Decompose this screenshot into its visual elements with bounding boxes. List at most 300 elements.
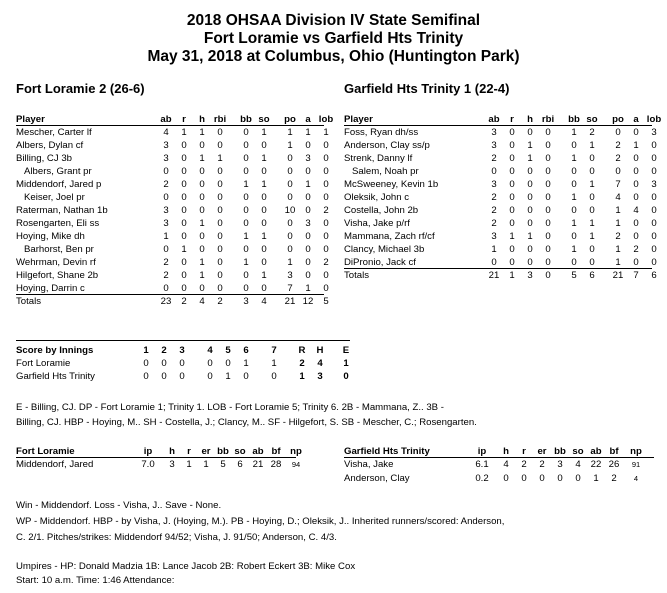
player-stat: 1 <box>199 218 205 229</box>
player-stat: 0 <box>217 205 223 216</box>
pitcher-stat: 4 <box>575 459 581 470</box>
player-stat: 0 <box>633 231 639 242</box>
player-stat: 0 <box>181 192 187 203</box>
player-stat: 0 <box>589 244 595 255</box>
pitcher-stat: 0 <box>575 473 581 484</box>
pitching-column-header: bf <box>271 446 281 457</box>
pitcher-stat: 0 <box>539 473 545 484</box>
player-stat: 2 <box>615 231 621 242</box>
player-stat: 1 <box>305 127 311 138</box>
game-info-line: Start: 10 a.m. Time: 1:46 Attendance: <box>16 575 175 586</box>
date-venue-title: May 31, 2018 at Columbus, Ohio (Huntington Park) <box>147 48 520 65</box>
player-stat: 0 <box>545 257 551 268</box>
player-name: Mescher, Carter lf <box>16 127 92 138</box>
player-stat: 0 <box>651 140 657 151</box>
pitcher-row <box>344 472 654 486</box>
player-stat: 0 <box>217 140 223 151</box>
pitcher-stat: 4 <box>633 474 639 483</box>
pitching-column-header: ip <box>477 446 487 457</box>
player-stat: 0 <box>509 205 515 216</box>
totals-stat: 3 <box>243 296 249 307</box>
game-title: 2018 OHSAA Division IV State Semifinal <box>186 12 481 29</box>
inning-score: 0 <box>143 371 149 382</box>
player-stat: 0 <box>243 205 249 216</box>
player-stat: 1 <box>261 270 267 281</box>
stat-column-header: bb <box>568 114 580 125</box>
player-stat: 3 <box>651 179 657 190</box>
player-stat: 3 <box>305 218 311 229</box>
player-stat: 0 <box>571 257 577 268</box>
player-stat: 0 <box>305 140 311 151</box>
player-stat: 10 <box>284 205 296 216</box>
player-stat: 3 <box>491 231 497 242</box>
player-stat: 0 <box>287 192 293 203</box>
player-stat: 0 <box>261 257 267 268</box>
player-stat: 0 <box>615 127 621 138</box>
totals-stat: 12 <box>302 296 314 307</box>
player-name: Keiser, Joel pr <box>24 192 85 203</box>
inning-header: R <box>298 345 306 356</box>
pitching-column-header: er <box>201 446 211 457</box>
player-stat: 0 <box>181 166 187 177</box>
player-stat: 0 <box>243 127 249 138</box>
player-stat: 0 <box>527 205 533 216</box>
player-stat: 0 <box>181 231 187 242</box>
stat-column-header: a <box>305 114 311 125</box>
pitcher-name: Middendorf, Jared <box>16 459 94 470</box>
away-team-title: Fort Loramie 2 (26-6) <box>16 81 145 96</box>
inning-score: 0 <box>271 371 277 382</box>
player-stat: 0 <box>491 166 497 177</box>
linescore-title: Score by Innings <box>16 345 94 356</box>
pitcher-row <box>16 458 301 472</box>
inning-score: 1 <box>225 371 231 382</box>
player-stat: 1 <box>287 140 293 151</box>
pitching-column-header: er <box>537 446 547 457</box>
player-row <box>16 191 329 204</box>
player-stat: 1 <box>615 257 621 268</box>
totals-stat: 2 <box>181 296 187 307</box>
stat-column-header: r <box>182 114 186 125</box>
player-row <box>344 152 657 165</box>
pitcher-stat: 3 <box>169 459 175 470</box>
player-stat: 2 <box>491 205 497 216</box>
player-row <box>16 165 329 178</box>
totals-stat: 1 <box>509 270 515 281</box>
player-name: Visha, Jake p/rf <box>344 218 410 229</box>
player-stat: 0 <box>305 166 311 177</box>
stat-column-header: rbi <box>213 114 227 125</box>
player-row <box>16 256 329 269</box>
player-stat: 0 <box>323 192 329 203</box>
pitcher-stat: 5 <box>220 459 226 470</box>
player-stat: 2 <box>163 270 169 281</box>
player-stat: 0 <box>199 140 205 151</box>
player-stat: 1 <box>615 244 621 255</box>
player-row <box>16 152 329 165</box>
player-stat: 1 <box>261 231 267 242</box>
player-stat: 0 <box>509 192 515 203</box>
linescore-team: Garfield Hts Trinity <box>16 371 95 382</box>
player-stat: 0 <box>163 192 169 203</box>
stat-column-header: h <box>527 114 533 125</box>
player-stat: 2 <box>633 244 639 255</box>
pitcher-stat: 2 <box>521 459 527 470</box>
player-stat: 0 <box>261 244 267 255</box>
linescore-header-row <box>16 344 356 357</box>
player-stat: 1 <box>217 153 223 164</box>
totals-stat: 5 <box>571 270 577 281</box>
player-stat: 0 <box>545 244 551 255</box>
player-stat: 2 <box>491 153 497 164</box>
player-row <box>16 230 329 243</box>
player-stat: 1 <box>589 140 595 151</box>
pitcher-stat: 94 <box>291 460 301 469</box>
totals-stat: 21 <box>284 296 296 307</box>
player-stat: 0 <box>323 218 329 229</box>
player-stat: 0 <box>509 140 515 151</box>
inning-header: 5 <box>225 345 231 356</box>
player-stat: 3 <box>491 140 497 151</box>
player-name: Foss, Ryan dh/ss <box>344 127 419 138</box>
player-stat: 2 <box>323 205 329 216</box>
away-batting-table <box>16 113 334 308</box>
player-stat: 0 <box>243 244 249 255</box>
stat-column-header: po <box>612 114 624 125</box>
player-stat: 0 <box>545 231 551 242</box>
player-stat: 0 <box>181 205 187 216</box>
player-stat: 0 <box>217 166 223 177</box>
pitching-column-header: so <box>572 446 584 457</box>
inning-header: 1 <box>143 345 149 356</box>
pitcher-stat: 21 <box>252 459 264 470</box>
player-name: Hoying, Darrin c <box>16 283 85 294</box>
player-stat: 1 <box>589 218 595 229</box>
inning-score: 0 <box>161 358 167 369</box>
inning-score: 0 <box>207 358 213 369</box>
player-stat: 0 <box>545 166 551 177</box>
pitching-column-header: ab <box>590 446 602 457</box>
linescore-table <box>16 344 356 383</box>
player-stat: 0 <box>217 192 223 203</box>
player-stat: 0 <box>509 166 515 177</box>
pitcher-stat: 6 <box>237 459 243 470</box>
pitcher-stat: 4 <box>503 459 509 470</box>
pitching-column-header: np <box>630 446 642 457</box>
player-stat: 1 <box>589 231 595 242</box>
player-row <box>16 217 329 230</box>
player-stat: 0 <box>589 257 595 268</box>
player-stat: 1 <box>571 244 577 255</box>
stat-column-header: so <box>586 114 598 125</box>
player-stat: 0 <box>545 192 551 203</box>
player-name: Albers, Grant pr <box>24 166 92 177</box>
inning-header: 3 <box>179 345 185 356</box>
player-stat: 0 <box>651 231 657 242</box>
player-row <box>344 204 657 217</box>
player-name: Strenk, Danny lf <box>344 153 413 164</box>
player-stat: 1 <box>287 127 293 138</box>
player-name: Clancy, Michael 3b <box>344 244 425 255</box>
inning-score: 1 <box>271 358 277 369</box>
player-row <box>344 139 657 152</box>
player-stat: 1 <box>261 179 267 190</box>
player-stat: 2 <box>163 257 169 268</box>
player-stat: 0 <box>199 166 205 177</box>
player-stat: 0 <box>217 270 223 281</box>
player-stat: 0 <box>509 127 515 138</box>
player-stat: 0 <box>545 218 551 229</box>
player-stat: 1 <box>527 231 533 242</box>
inning-score: 0 <box>243 371 249 382</box>
player-stat: 2 <box>615 140 621 151</box>
player-name: Rosengarten, Eli ss <box>16 218 100 229</box>
player-stat: 0 <box>323 140 329 151</box>
player-row <box>344 178 657 191</box>
totals-stat: 6 <box>651 270 657 281</box>
inning-score: 1 <box>299 371 305 382</box>
player-stat: 1 <box>615 218 621 229</box>
player-stat: 0 <box>181 270 187 281</box>
totals-stat: 5 <box>323 296 329 307</box>
player-stat: 0 <box>261 218 267 229</box>
pitching-column-header: r <box>522 446 526 457</box>
player-stat: 0 <box>199 179 205 190</box>
stat-column-header: r <box>510 114 514 125</box>
pitcher-stat: 3 <box>557 459 563 470</box>
player-stat: 4 <box>163 127 169 138</box>
pitching-column-header: ip <box>143 446 153 457</box>
inning-header: 2 <box>161 345 167 356</box>
inning-header: E <box>342 345 350 356</box>
totals-stat: 4 <box>261 296 267 307</box>
player-stat: 0 <box>217 244 223 255</box>
inning-score: 4 <box>317 358 323 369</box>
player-stat: 1 <box>261 127 267 138</box>
player-stat: 0 <box>651 244 657 255</box>
totals-stat: 3 <box>527 270 533 281</box>
player-stat: 1 <box>243 257 249 268</box>
pitching-column-header: r <box>187 446 191 457</box>
inning-header: 4 <box>207 345 213 356</box>
player-row <box>344 126 657 139</box>
player-stat: 0 <box>261 283 267 294</box>
player-stat: 0 <box>651 257 657 268</box>
totals-label: Totals <box>344 270 370 281</box>
player-stat: 0 <box>545 127 551 138</box>
player-stat: 0 <box>545 179 551 190</box>
batting-header-row <box>344 113 662 126</box>
player-stat: 0 <box>615 166 621 177</box>
player-name: DiPronio, Jack cf <box>344 257 416 268</box>
pitcher-row <box>344 458 654 472</box>
pitching-column-header: bf <box>609 446 619 457</box>
player-row <box>344 256 657 269</box>
pitcher-stat: 2 <box>611 473 617 484</box>
player-stat: 0 <box>181 179 187 190</box>
pitcher-stat: 1 <box>593 473 599 484</box>
pitching-header-row <box>344 445 654 458</box>
player-stat: 0 <box>527 218 533 229</box>
player-name: Mammana, Zach rf/cf <box>344 231 435 242</box>
player-stat: 0 <box>571 166 577 177</box>
player-stat: 0 <box>199 283 205 294</box>
inning-score: 0 <box>161 371 167 382</box>
player-stat: 1 <box>181 244 187 255</box>
player-stat: 0 <box>199 244 205 255</box>
inning-score: 1 <box>243 358 249 369</box>
pitcher-stat: 22 <box>590 459 602 470</box>
player-stat: 0 <box>305 231 311 242</box>
player-stat: 1 <box>199 127 205 138</box>
player-row <box>16 282 329 295</box>
umpires-line: Umpires - HP: Donald Madzia 1B: Lance Jacob 2B: Robert Eckert 3B: Mike Cox <box>16 561 356 572</box>
stat-column-header: lob <box>646 114 662 125</box>
player-stat: 0 <box>217 257 223 268</box>
player-stat: 0 <box>199 192 205 203</box>
totals-label: Totals <box>16 296 42 307</box>
player-stat: 0 <box>589 153 595 164</box>
player-stat: 1 <box>615 205 621 216</box>
home-pitching-table <box>344 445 654 486</box>
player-stat: 0 <box>287 166 293 177</box>
player-name: McSweeney, Kevin 1b <box>344 179 439 190</box>
player-stat: 1 <box>571 127 577 138</box>
player-stat: 0 <box>217 127 223 138</box>
player-stat: 0 <box>323 270 329 281</box>
pitching-column-header: bb <box>217 446 229 457</box>
player-stat: 1 <box>199 270 205 281</box>
pitcher-stat: 1 <box>203 459 209 470</box>
player-stat: 0 <box>491 257 497 268</box>
player-stat: 1 <box>163 231 169 242</box>
linescore-row <box>16 370 356 383</box>
player-stat: 0 <box>305 205 311 216</box>
player-stat: 0 <box>527 192 533 203</box>
stat-column-header: bb <box>240 114 252 125</box>
inning-score: 0 <box>143 358 149 369</box>
player-stat: 4 <box>615 192 621 203</box>
pitching-column-header: h <box>503 446 509 457</box>
player-stat: 3 <box>163 218 169 229</box>
player-stat: 1 <box>571 153 577 164</box>
player-stat: 0 <box>287 153 293 164</box>
player-stat: 2 <box>589 127 595 138</box>
player-row <box>344 243 657 256</box>
player-stat: 0 <box>217 231 223 242</box>
pitching-header-row <box>16 445 302 458</box>
player-name: Costella, John 2b <box>344 205 419 216</box>
player-stat: 1 <box>589 179 595 190</box>
player-stat: 0 <box>633 127 639 138</box>
player-row <box>344 165 657 178</box>
totals-stat: 23 <box>160 296 172 307</box>
player-stat: 0 <box>527 127 533 138</box>
pitcher-stat: 7.0 <box>141 459 155 470</box>
player-stat: 1 <box>261 153 267 164</box>
linescore-team: Fort Loramie <box>16 358 71 369</box>
player-stat: 0 <box>163 166 169 177</box>
player-stat: 7 <box>287 283 293 294</box>
player-stat: 0 <box>287 218 293 229</box>
pitcher-stat: 1 <box>186 459 192 470</box>
player-stat: 1 <box>305 179 311 190</box>
player-stat: 0 <box>545 153 551 164</box>
pitcher-stat: 26 <box>608 459 620 470</box>
player-stat: 4 <box>633 205 639 216</box>
linescore-row <box>16 357 356 370</box>
totals-stat: 6 <box>589 270 595 281</box>
player-stat: 0 <box>571 140 577 151</box>
player-stat: 0 <box>651 153 657 164</box>
player-stat: 0 <box>217 179 223 190</box>
pitching-team-label: Fort Loramie <box>16 446 75 457</box>
player-name: Oleksik, John c <box>344 192 410 203</box>
stat-column-header: ab <box>160 114 172 125</box>
player-stat: 0 <box>651 166 657 177</box>
player-stat: 0 <box>323 166 329 177</box>
player-stat: 3 <box>651 127 657 138</box>
inning-score: 0 <box>343 371 349 382</box>
player-stat: 0 <box>633 166 639 177</box>
player-stat: 0 <box>243 153 249 164</box>
player-stat: 0 <box>181 257 187 268</box>
inning-score: 0 <box>179 358 185 369</box>
player-row <box>16 139 329 152</box>
totals-stat: 21 <box>612 270 624 281</box>
player-stat: 0 <box>163 283 169 294</box>
player-stat: 0 <box>571 231 577 242</box>
player-stat: 0 <box>243 283 249 294</box>
player-stat: 0 <box>633 153 639 164</box>
stat-column-header: a <box>633 114 639 125</box>
decisions-line: Win - Middendorf. Loss - Visha, J.. Save - None. <box>16 500 222 511</box>
inning-header: 6 <box>243 345 249 356</box>
player-column-header: Player <box>16 114 45 125</box>
pitching-column-header: bb <box>554 446 566 457</box>
pitching-column-header: np <box>290 446 302 457</box>
pitcher-stat: 0 <box>503 473 509 484</box>
player-stat: 0 <box>323 179 329 190</box>
player-stat: 0 <box>651 205 657 216</box>
player-stat: 0 <box>199 205 205 216</box>
totals-row <box>16 295 329 308</box>
pitcher-name: Visha, Jake <box>344 459 394 470</box>
matchup-title: Fort Loramie vs Garfield Hts Trinity <box>203 30 464 47</box>
inning-score: 0 <box>207 371 213 382</box>
player-column-header: Player <box>344 114 373 125</box>
totals-stat: 2 <box>217 296 223 307</box>
player-row <box>16 269 329 282</box>
player-stat: 0 <box>633 218 639 229</box>
player-stat: 1 <box>571 218 577 229</box>
player-stat: 3 <box>305 153 311 164</box>
player-stat: 0 <box>181 153 187 164</box>
player-stat: 0 <box>651 192 657 203</box>
player-stat: 0 <box>243 166 249 177</box>
player-stat: 0 <box>199 231 205 242</box>
player-stat: 0 <box>509 257 515 268</box>
pitcher-stat: 28 <box>270 459 282 470</box>
player-stat: 3 <box>163 153 169 164</box>
totals-stat: 21 <box>488 270 500 281</box>
inning-score: 1 <box>343 358 349 369</box>
player-stat: 0 <box>545 140 551 151</box>
inning-score: 3 <box>317 371 323 382</box>
stat-column-header: po <box>284 114 296 125</box>
player-stat: 3 <box>287 270 293 281</box>
player-stat: 0 <box>181 218 187 229</box>
